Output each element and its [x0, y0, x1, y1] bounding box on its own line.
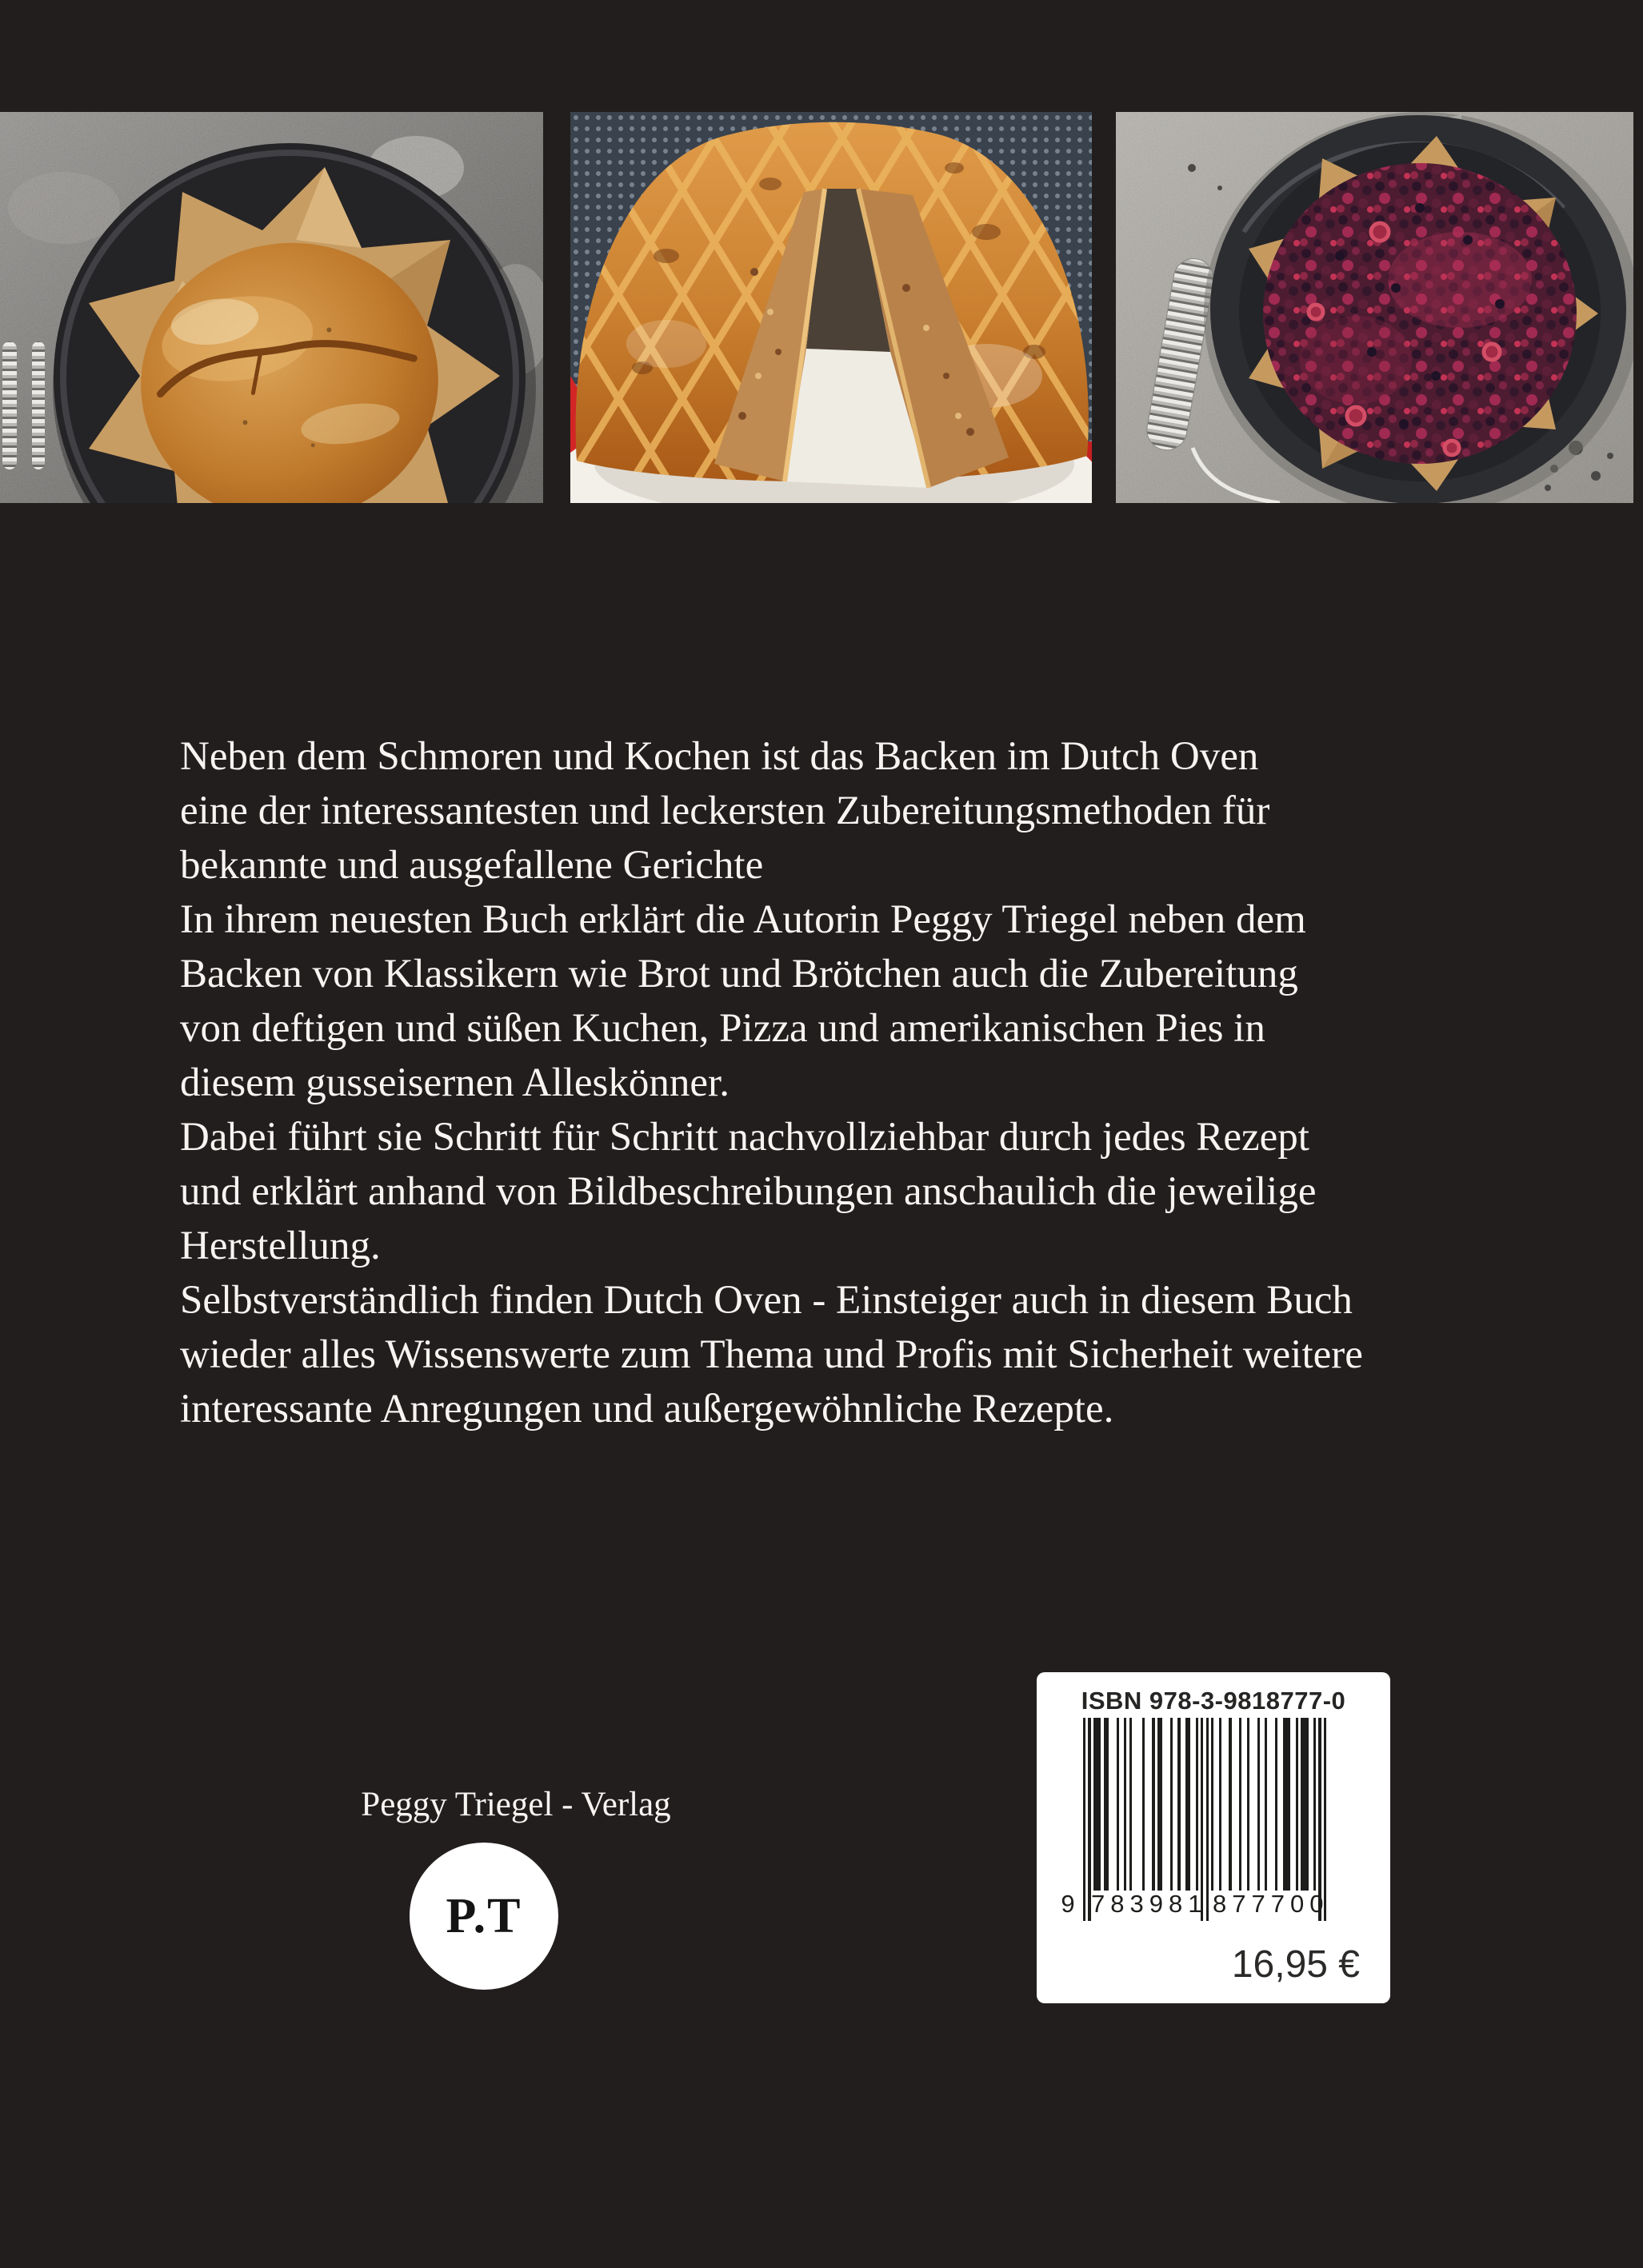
barcode-digit-group: 877700 — [1213, 1890, 1329, 1918]
photo-berry-dessert-in-dutch-oven — [1116, 112, 1633, 503]
publisher-logo — [410, 1843, 558, 1990]
blurb-line: Backen von Klassikern wie Brot und Brötchen auch die Zubereitung — [180, 952, 1298, 996]
blurb-line: von deftigen und süßen Kuchen, Pizza und amerikanischen Pies in — [180, 1006, 1265, 1051]
back-cover-blurb — [180, 729, 1476, 1436]
isbn-label: ISBN 978-3-9818777-0 — [1081, 1687, 1346, 1715]
blurb-line: Selbstverständlich finden Dutch Oven - Einsteiger auch in diesem Buch — [180, 1278, 1353, 1323]
blurb-line: Neben dem Schmoren und Kochen ist das Backen im Dutch Oven — [180, 734, 1259, 779]
berry-filling — [1263, 163, 1577, 464]
blurb-line: In ihrem neuesten Buch erklärt die Autorin Peggy Triegel neben dem — [180, 897, 1306, 942]
blurb-line: eine der interessantesten und leckersten Zubereitungsmethoden für — [180, 789, 1270, 833]
isbn-box — [1037, 1672, 1390, 2003]
publisher-logo-initials: P.T — [446, 1888, 522, 1943]
blurb-line: Dabei führt sie Schritt für Schritt nachvollziehbar durch jedes Rezept — [180, 1115, 1309, 1160]
barcode-digit-group: 783981 — [1091, 1890, 1208, 1918]
blurb-line: und erklärt anhand von Bildbeschreibungen anschaulich die jeweilige — [180, 1169, 1317, 1214]
blurb-line: diesem gusseisernen Alleskönner. — [180, 1060, 730, 1105]
blurb-line: Herstellung. — [180, 1224, 381, 1268]
blurb-line: bekannte und ausgefallene Gerichte — [180, 843, 764, 888]
photo-lattice-pie-with-slice-cut — [570, 112, 1092, 503]
barcode-digit-group: 9 — [1061, 1890, 1075, 1918]
blurb-line: wieder alles Wissenswerte zum Thema und Profis mit Sicherheit weitere — [180, 1332, 1363, 1377]
photo-bread-in-dutch-oven — [0, 112, 543, 503]
publisher-name: Peggy Triegel - Verlag — [361, 1786, 671, 1823]
barcode-digits — [1061, 1890, 1329, 1922]
blurb-line: interessante Anregungen und außergewöhnliche Rezepte. — [180, 1387, 1114, 1431]
price: 16,95 € — [1231, 1943, 1360, 1986]
